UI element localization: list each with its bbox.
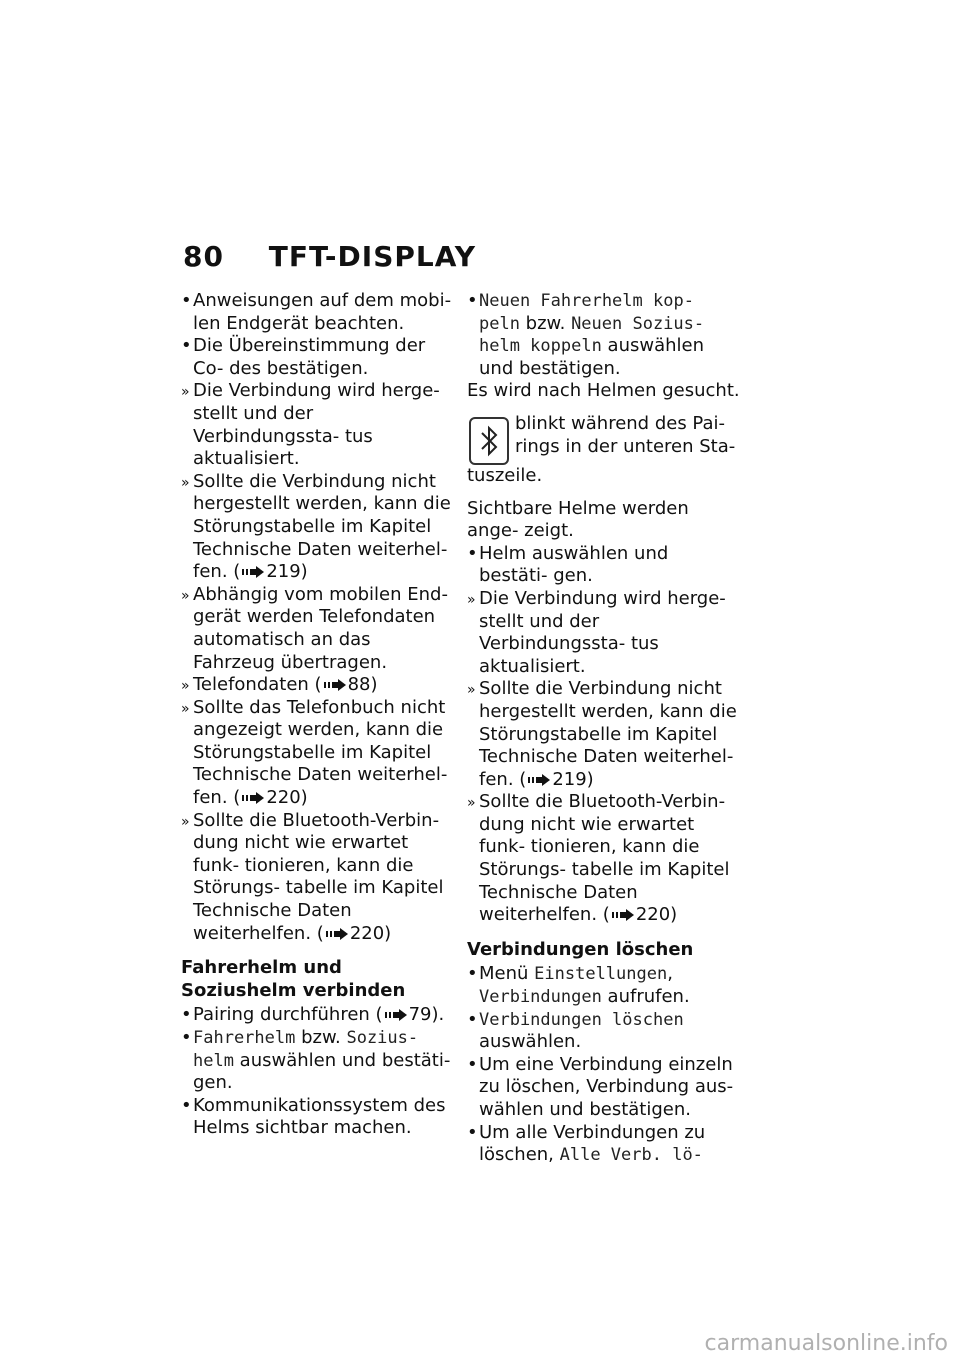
list-item bbox=[181, 471, 453, 584]
arrow-reference-icon bbox=[242, 792, 264, 804]
list-item bbox=[181, 1027, 453, 1095]
item-text: Telefondaten ( bbox=[193, 674, 322, 696]
bullet-marker: • bbox=[181, 1004, 192, 1026]
item-text: Sollte die Verbindung nicht hergestellt werden, kann die Störungstabelle im Kapitel Technische Daten weiterhel- fen. bbox=[193, 470, 451, 583]
bullet-marker: • bbox=[181, 1027, 192, 1048]
menu-entry: Verbindungen bbox=[479, 987, 602, 1008]
list-item bbox=[181, 290, 453, 335]
list-item bbox=[467, 791, 742, 927]
menu-entry: Alle Verb. lö- bbox=[559, 1145, 703, 1166]
bullet-marker: • bbox=[181, 1094, 192, 1116]
item-text: Sollte die Verbindung nicht hergestellt werden, kann die Störungstabelle im Kapitel Technische Daten weiterhel- fen. bbox=[479, 678, 737, 790]
item-text: Pairing durchführen ( bbox=[193, 1004, 383, 1026]
section-title: Verbindungen löschen bbox=[467, 938, 694, 960]
result-marker: » bbox=[181, 813, 190, 830]
result-marker: » bbox=[181, 700, 190, 717]
arrow-reference-icon bbox=[324, 679, 346, 691]
item-text: Sollte das Telefonbuch nicht angezeigt werden, kann die Störungstabelle im Kapitel Technische Daten weiterhel- fen. bbox=[193, 696, 448, 809]
bluetooth-note-text: blinkt während des Pai- rings in der unteren Sta- bbox=[515, 412, 736, 457]
paragraph: Es wird nach Helmen gesucht. bbox=[467, 380, 740, 402]
item-text: Anweisungen auf dem mobi- len Endgerät beachten. bbox=[193, 290, 452, 334]
bullet-marker: • bbox=[467, 1008, 478, 1030]
item-text: auswählen. bbox=[479, 1031, 582, 1053]
arrow-reference-icon bbox=[528, 774, 550, 786]
bluetooth-note bbox=[467, 413, 742, 465]
bluetooth-icon bbox=[469, 417, 509, 465]
result-marker: » bbox=[181, 678, 190, 695]
page-reference[interactable]: ( 220) bbox=[316, 922, 392, 944]
list-item bbox=[467, 290, 742, 380]
reference-page: 220) bbox=[635, 904, 678, 926]
bullet-marker: • bbox=[181, 290, 192, 311]
bullet-marker: • bbox=[181, 335, 192, 357]
page-title: TFT-DISPLAY bbox=[268, 240, 477, 273]
item-text: Menü bbox=[479, 963, 535, 985]
menu-entry: Einstellungen bbox=[534, 964, 668, 985]
menu-entry: Neuen Fahrerhelm kop- peln bbox=[479, 291, 694, 334]
result-marker: » bbox=[467, 591, 476, 608]
item-text: Abhängig vom mobilen End- gerät werden Telefondaten automatisch an das Fahrzeug übertragen. bbox=[193, 583, 448, 673]
list-item bbox=[181, 674, 453, 697]
page-number: 80 bbox=[183, 240, 224, 273]
page-reference[interactable]: ( 219) bbox=[233, 561, 308, 583]
bullet-marker: • bbox=[467, 290, 478, 311]
item-text: Kommunikationssystem des Helms sichtbar machen. bbox=[193, 1094, 446, 1139]
reference-page: 88) bbox=[347, 674, 378, 696]
arrow-reference-icon bbox=[242, 566, 264, 578]
item-text: auswählen und bestätigen. bbox=[479, 335, 705, 379]
menu-entry: Verbindungen löschen bbox=[479, 1009, 684, 1030]
bullet-marker: • bbox=[467, 1121, 478, 1143]
list-item bbox=[181, 697, 453, 810]
list-item bbox=[467, 1054, 742, 1122]
result-marker: » bbox=[467, 682, 476, 699]
list-item bbox=[181, 1004, 453, 1027]
menu-entry: Sozius- helm bbox=[193, 1028, 419, 1071]
arrow-reference-icon bbox=[326, 928, 348, 940]
reference-page: 220) bbox=[266, 787, 308, 809]
item-text: auswählen und bestäti- gen. bbox=[193, 1049, 451, 1094]
item-text: Um alle Verbindungen zu löschen, bbox=[479, 1121, 706, 1166]
item-text: Die Verbindung wird herge- stellt und der Verbindungssta- tus aktualisiert. bbox=[193, 380, 440, 470]
item-text: Die Verbindung wird herge- stellt und der Verbindungssta- tus aktualisiert. bbox=[479, 587, 726, 677]
list-item bbox=[181, 380, 453, 470]
list-item bbox=[467, 1122, 742, 1167]
reference-page: 219) bbox=[266, 561, 308, 583]
reference-page: 220) bbox=[349, 922, 392, 944]
page-reference[interactable]: ( 219) bbox=[519, 768, 594, 790]
item-text: Die Übereinstimmung der Co- des bestätigen. bbox=[193, 335, 426, 379]
result-marker: » bbox=[181, 384, 190, 401]
item-text: aufrufen. bbox=[601, 986, 690, 1008]
item-text: Sollte die Bluetooth-Verbin- dung nicht wie erwartet funk- tionieren, kann die Störungs- tabelle im Kapitel Technische Daten weiterhelfen. bbox=[193, 809, 444, 944]
section-title: Fahrerhelm und Soziushelm verbinden bbox=[181, 957, 406, 1001]
bullet-marker: • bbox=[467, 963, 478, 985]
arrow-reference-icon bbox=[385, 1009, 407, 1021]
reference-page: 219) bbox=[552, 768, 594, 790]
item-text: , bbox=[667, 963, 673, 985]
list-item bbox=[181, 1095, 453, 1140]
page-reference[interactable]: ( 220) bbox=[602, 904, 678, 926]
result-marker: » bbox=[467, 795, 476, 812]
page-reference[interactable]: ( 220) bbox=[233, 787, 308, 809]
reference-page: 79). bbox=[408, 1004, 445, 1026]
item-text: bzw. bbox=[295, 1027, 347, 1048]
result-marker: » bbox=[181, 474, 190, 491]
list-item bbox=[181, 584, 453, 674]
bullet-marker: • bbox=[467, 542, 478, 564]
menu-entry: Neuen Sozius- helm koppeln bbox=[479, 313, 705, 357]
page-header bbox=[183, 240, 476, 273]
list-item bbox=[467, 1009, 742, 1054]
left-column bbox=[181, 290, 453, 1140]
arrow-reference-icon bbox=[612, 909, 634, 921]
result-marker: » bbox=[181, 587, 190, 604]
list-item bbox=[467, 963, 742, 1008]
list-item bbox=[181, 810, 453, 946]
item-text: Helm auswählen und bestäti- gen. bbox=[479, 542, 669, 587]
item-text: Um eine Verbindung einzeln zu löschen, Verbindung aus- wählen und bestätigen. bbox=[479, 1053, 734, 1120]
bluetooth-note-text-cont: tuszeile. bbox=[467, 464, 543, 486]
page-reference[interactable] bbox=[322, 674, 378, 695]
list-item bbox=[467, 678, 742, 791]
list-item bbox=[181, 335, 453, 380]
paragraph: Sichtbare Helme werden ange- zeigt. bbox=[467, 497, 689, 542]
menu-entry: Fahrerhelm bbox=[193, 1028, 296, 1048]
page-reference[interactable] bbox=[383, 1004, 445, 1025]
list-item bbox=[467, 588, 742, 678]
item-text: bzw. bbox=[519, 312, 572, 334]
list-item bbox=[467, 543, 742, 588]
right-column bbox=[467, 290, 742, 1167]
watermark: carmanualsonline.info bbox=[704, 1331, 948, 1356]
bullet-marker: • bbox=[467, 1053, 478, 1075]
item-text: Sollte die Bluetooth-Verbin- dung nicht wie erwartet funk- tionieren, kann die Störungs- tabelle im Kapitel Technische Daten weiterhelfen. bbox=[479, 791, 730, 926]
